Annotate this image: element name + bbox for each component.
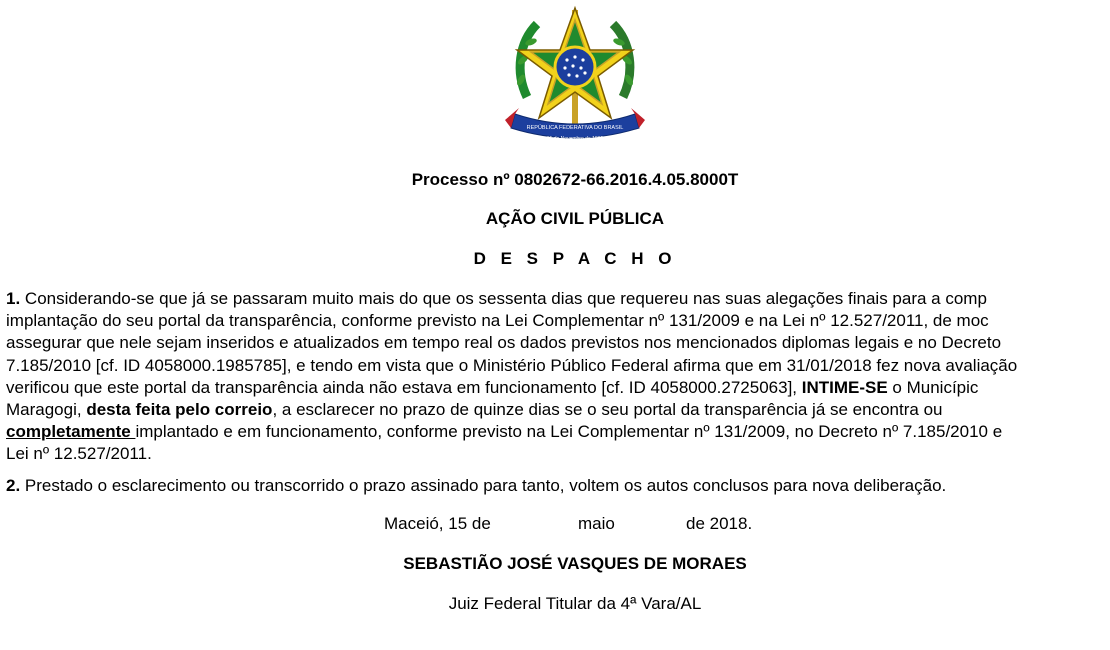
paragraph-2-number: 2. — [6, 476, 21, 495]
process-number: Processo nº 0802672-66.2016.4.05.8000T — [411, 170, 739, 189]
judge-name: SEBASTIÃO JOSÉ VASQUES DE MORAES — [403, 554, 747, 573]
paragraph-1-line-4: 7.185/2010 [cf. ID 4058000.1985785], e tendo em vista que o Ministério Público Federal afirma que em 31/01/2018 fez nova avaliação — [6, 355, 1018, 375]
paragraph-1 — [6, 288, 1110, 466]
coat-of-arms-of-brazil-icon — [505, 2, 645, 152]
paragraph-2-text: Prestado o esclarecimento ou transcorrido o prazo assinado para tanto, voltem os autos conclusos para nova deliberação. — [20, 476, 947, 495]
paragraph-1-line-7: completamente implantado e em funcionamento, conforme previsto na Lei Complementar nº 131/2009, no Decreto nº 7.185/2010 e — [6, 422, 1003, 442]
intime-se-emphasis: INTIME-SE — [801, 377, 888, 397]
paragraph-2 — [6, 475, 1110, 497]
paragraph-1-line-5: verificou que este portal da transparência ainda não estava em funcionamento [cf. ID 4058000.2725063], INTIME-SE o Municípic — [6, 377, 979, 397]
seal-date-text: 15 de Novembro de 1889 — [546, 136, 604, 142]
date-city-day: Maceió, 15 de — [384, 514, 491, 533]
completely-emphasis: completamente — [6, 422, 136, 442]
action-type: AÇÃO CIVIL PÚBLICA — [485, 209, 665, 228]
document-title: D E S P A C H O — [473, 249, 677, 268]
paragraph-1-line-8: Lei nº 12.527/2011. — [6, 444, 152, 464]
date-year: de 2018. — [686, 514, 753, 533]
paragraph-1-line-3: assegurar que nele sejam inseridos e atualizados em tempo real os dados previstos nos mencionados diplomas legais e no Decreto — [6, 333, 1002, 353]
paragraph-1-line-6: Maragogi, desta feita pelo correio, a esclarecer no prazo de quinze dias se o seu portal da transparência já se encontra ou — [6, 400, 943, 420]
judge-title: Juiz Federal Titular da 4ª Vara/AL — [448, 594, 702, 613]
paragraph-1-number: 1. — [6, 289, 21, 308]
seal-ribbon-text: REPÚBLICA FEDERATIVA DO BRASIL — [526, 125, 624, 131]
date-month: maio — [578, 514, 615, 533]
by-mail-emphasis: desta feita pelo correio — [86, 400, 273, 420]
paragraph-1-line-2: implantação do seu portal da transparência, conforme previsto na Lei Complementar nº 131/2009 e na Lei nº 12.527/2011, de moc — [6, 311, 989, 331]
paragraph-1-line-1: 1. Considerando-se que já se passaram muito mais do que os sessenta dias que requereu nas suas alegações finais para a comp — [6, 289, 987, 308]
